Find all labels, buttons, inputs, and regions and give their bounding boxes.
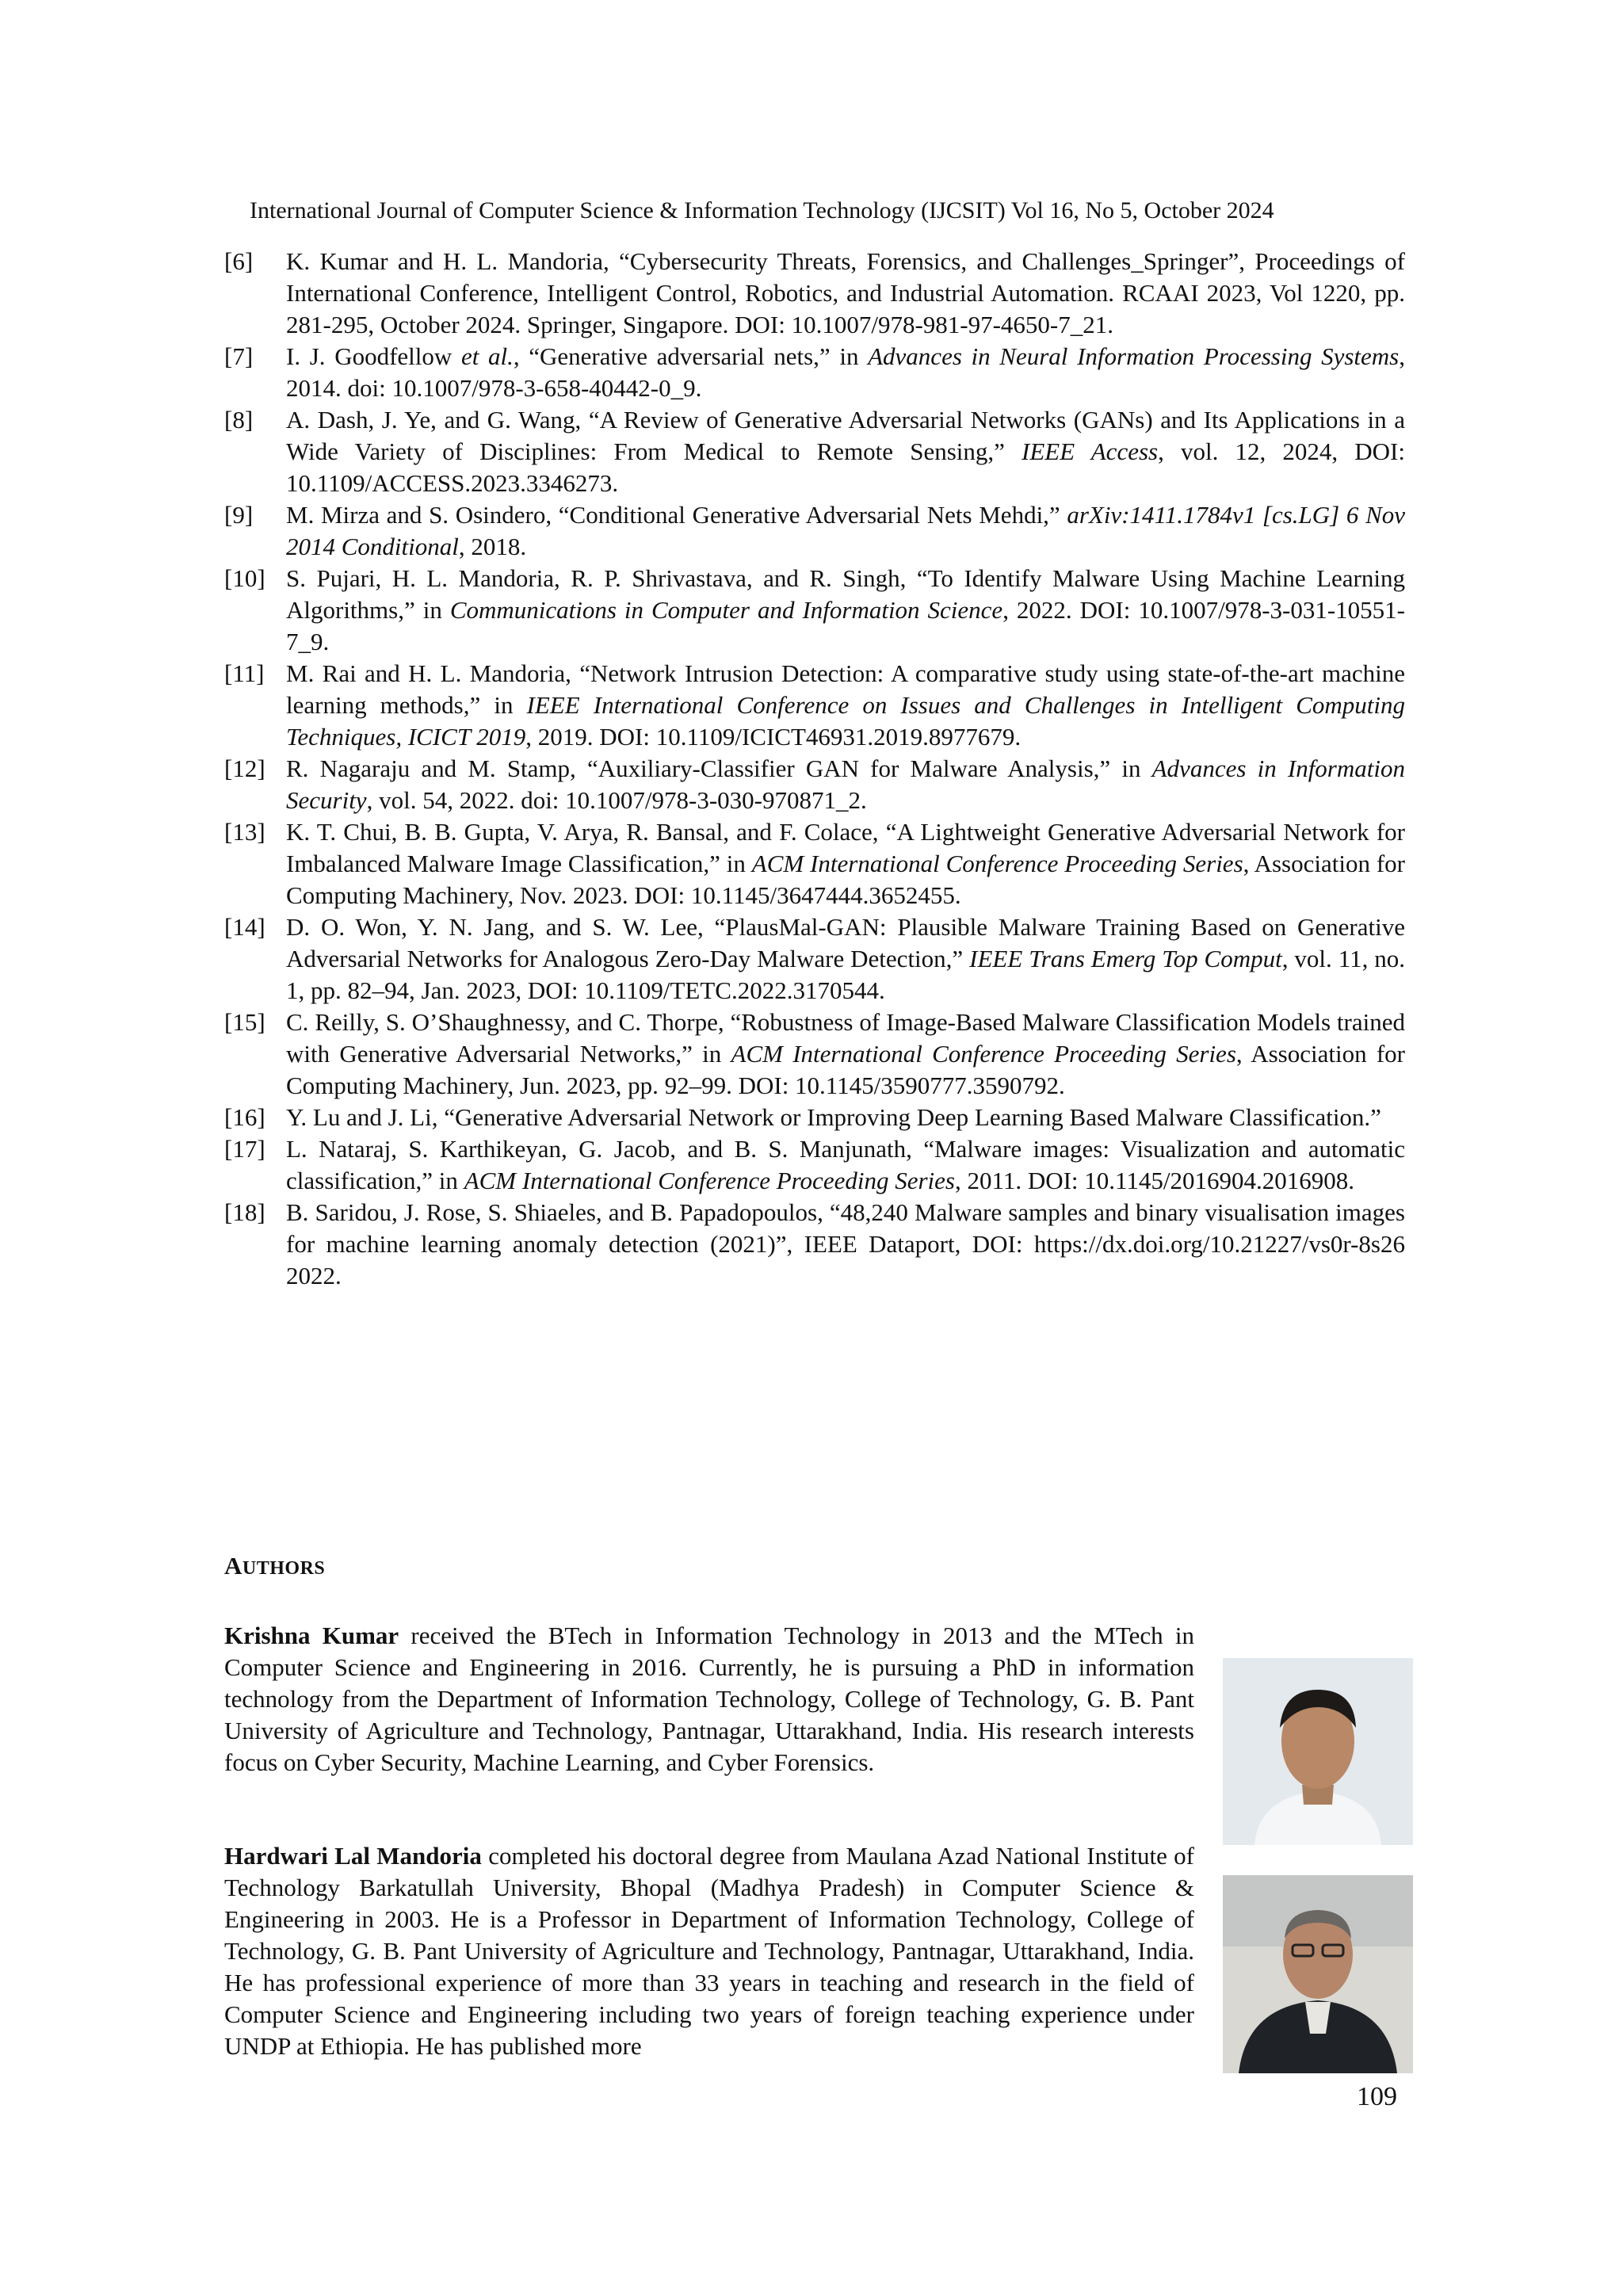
reference-text: S. Pujari, H. L. Mandoria, R. P. Shrivastava, and R. Singh, “To Identify Malware Using Machine Learning Algorithms,” in Communications in Computer and Information Science, 2022. DOI: 10.1007/978-3-031-10551-7_9. [286,564,1405,655]
reference-number: [12] [224,755,265,782]
reference-item [224,753,1405,816]
reference-number: [10] [224,564,265,592]
author-bio-hardwari-lal-mandoria [224,1840,1413,2073]
reference-item [224,1007,1405,1102]
reference-item [224,1133,1405,1197]
reference-number: [14] [224,913,265,941]
author-bio-text: completed his doctoral degree from Maulana Azad National Institute of Technology Barkatullah University, Bhopal (Madhya Pradesh) in Computer Science & Engineering in 2003. He is a Professor in Department of Information Technology, College of Technology, G. B. Pant University of Agriculture and Technology, Pantnagar, Uttarakhand, India. He has professional experience of more than 33 years in teaching and research in the field of Computer Science and Engineering including two years of foreign teaching experience under UNDP at Ethiopia. He has published more [224,1842,1194,2060]
author-name: Hardwari Lal Mandoria [224,1842,482,1870]
reference-number: [8] [224,406,254,434]
reference-text: A. Dash, J. Ye, and G. Wang, “A Review of Generative Adversarial Networks (GANs) and Its Applications in a Wide Variety of Disciplines: From Medical to Remote Sensing,” IEEE Access, vol. 12, 2024, DOI: 10.1109/ACCESS.2023.3346273. [286,406,1405,497]
reference-text: K. T. Chui, B. B. Gupta, V. Arya, R. Bansal, and F. Colace, “A Lightweight Generative Adversarial Network for Imbalanced Malware Image Classification,” in ACM International Conference Proceeding Series, Association for Computing Machinery, Nov. 2023. DOI: 10.1145/3647444.3652455. [286,818,1405,909]
reference-text: K. Kumar and H. L. Mandoria, “Cybersecurity Threats, Forensics, and Challenges_Springer”, Proceedings of International Conference, Intelligent Control, Robotics, and Industrial Automation. RCAAI 2023, Vol 1220, pp. 281-295, October 2024. Springer, Singapore. DOI: 10.1007/978-981-97-4650-7_21. [286,247,1405,338]
reference-item [224,1197,1405,1292]
reference-text: M. Mirza and S. Osindero, “Conditional Generative Adversarial Nets Mehdi,” arXiv:1411.1784v1 [cs.LG] 6 Nov 2014 Conditional, 2018. [286,501,1406,560]
reference-text: D. O. Won, Y. N. Jang, and S. W. Lee, “PlausMal-GAN: Plausible Malware Training Based on Generative Adversarial Networks for Analogous Zero-Day Malware Detection,” IEEE Trans Emerg Top Comput, vol. 11, no. 1, pp. 82–94, Jan. 2023, DOI: 10.1109/TETC.2022.3170544. [286,913,1406,1004]
reference-item [224,1102,1405,1133]
reference-number: [11] [224,659,265,687]
reference-item [224,499,1405,563]
reference-text: Y. Lu and J. Li, “Generative Adversarial Network or Improving Deep Learning Based Malware Classification.” [286,1103,1381,1131]
reference-item [224,911,1405,1007]
reference-list [224,246,1405,1292]
authors-heading: AUTHORS [224,1552,326,1580]
reference-number: [18] [224,1198,265,1226]
reference-text: L. Nataraj, S. Karthikeyan, G. Jacob, and B. S. Manjunath, “Malware images: Visualization and automatic classification,” in ACM International Conference Proceeding Series, 2011. DOI: 10.1145/2016904.2016908. [286,1135,1405,1194]
author-photo [1223,1658,1413,1845]
reference-text: M. Rai and H. L. Mandoria, “Network Intrusion Detection: A comparative study using state-of-the-art machine learning methods,” in IEEE International Conference on Issues and Challenges in Intelligent Computing Techniques, ICICT 2019, 2019. DOI: 10.1109/ICICT46931.2019.8977679. [286,659,1405,751]
reference-text: R. Nagaraju and M. Stamp, “Auxiliary-Classifier GAN for Malware Analysis,” in Advances in Information Security, vol. 54, 2022. doi: 10.1007/978-3-030-970871_2. [286,755,1405,814]
reference-item [224,246,1405,341]
reference-text: C. Reilly, S. O’Shaughnessy, and C. Thorpe, “Robustness of Image-Based Malware Classification Models trained with Generative Adversarial Networks,” in ACM International Conference Proceeding Series, Association for Computing Machinery, Jun. 2023, pp. 92–99. DOI: 10.1145/3590777.3590792. [286,1008,1405,1099]
author-bio-text: received the BTech in Information Technology in 2013 and the MTech in Computer Science and Engineering in 2016. Currently, he is pursuing a PhD in information technology from the Department of Information Technology, College of Technology, G. B. Pant University of Agriculture and Technology, Pantnagar, Uttarakhand, India. His research interests focus on Cyber Security, Machine Learning, and Cyber Forensics. [224,1622,1195,1776]
author-bio-krishna-kumar [224,1620,1413,1845]
reference-text: B. Saridou, J. Rose, S. Shiaeles, and B. Papadopoulos, “48,240 Malware samples and binary visualisation images for machine learning anomaly detection (2021)”, IEEE Dataport, DOI: https://dx.doi.org/10.21227/vs0r-8s26 2022. [286,1198,1405,1289]
reference-number: [6] [224,247,254,275]
author-name: Krishna Kumar [224,1622,399,1649]
reference-number: [9] [224,501,254,529]
reference-item [224,563,1405,658]
author-photo [1223,1875,1413,2073]
reference-item [224,816,1405,911]
reference-number: [13] [224,818,265,846]
reference-text: I. J. Goodfellow et al., “Generative adversarial nets,” in Advances in Neural Information Processing Systems, 2014. doi: 10.1007/978-3-658-40442-0_9. [286,342,1405,402]
reference-number: [15] [224,1008,265,1036]
page-number: 109 [1357,2082,1397,2111]
reference-item [224,341,1405,404]
running-header: International Journal of Computer Science & Information Technology (IJCSIT) Vol 16, No 5, October 2024 [250,197,1274,223]
reference-item [224,404,1405,499]
reference-number: [7] [224,342,254,370]
reference-number: [17] [224,1135,265,1163]
reference-item [224,658,1405,753]
reference-number: [16] [224,1103,265,1131]
